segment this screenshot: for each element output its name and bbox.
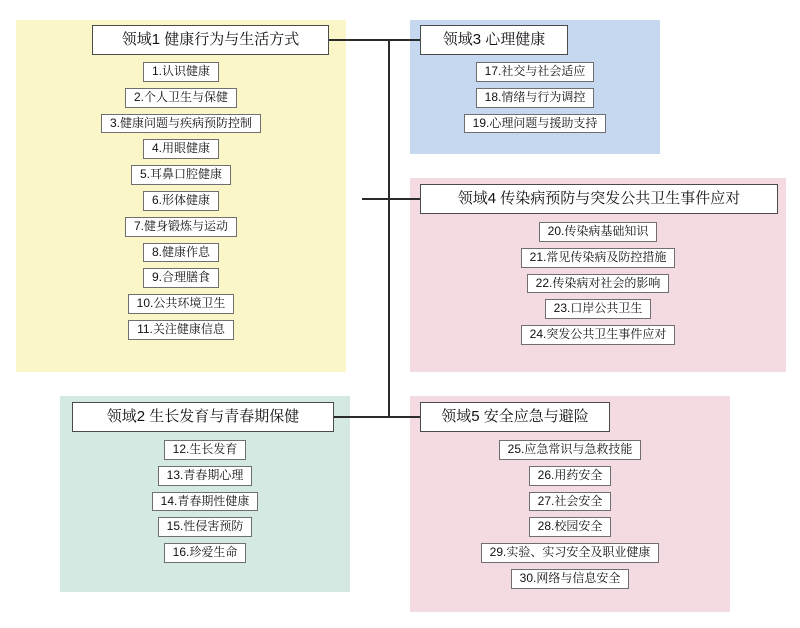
list-item[interactable]: 12.生长发育 [164,440,247,460]
list-item[interactable]: 13.青春期心理 [158,466,253,486]
list-item[interactable]: 15.性侵害预防 [158,517,253,537]
connector-vertical-trunk [388,40,390,418]
connector-trunk-to-domain5 [388,416,420,418]
list-item[interactable]: 23.口岸公共卫生 [545,299,652,319]
list-item[interactable]: 27.社会安全 [529,492,612,512]
list-item[interactable]: 20.传染病基础知识 [539,222,658,242]
item-list-domain5 [410,440,730,595]
list-item[interactable]: 9.合理膳食 [143,268,219,288]
list-item[interactable]: 2.个人卫生与保健 [125,88,237,108]
list-item[interactable]: 28.校园安全 [529,517,612,537]
list-item[interactable]: 29.实验、实习安全及职业健康 [481,543,660,563]
list-item[interactable]: 18.情绪与行为调控 [476,88,595,108]
list-item[interactable]: 4.用眼健康 [143,139,219,159]
list-item[interactable]: 11.关注健康信息 [128,320,234,340]
panel-title-domain1[interactable]: 领域1 健康行为与生活方式 [92,25,329,55]
list-item[interactable]: 5.耳鼻口腔健康 [131,165,231,185]
list-item[interactable]: 19.心理问题与援助支持 [464,114,607,134]
panel-title-domain4[interactable]: 领域4 传染病预防与突发公共卫生事件应对 [420,184,778,214]
list-item[interactable]: 7.健身锻炼与运动 [125,217,237,237]
list-item[interactable]: 14.青春期性健康 [152,492,259,512]
list-item[interactable]: 30.网络与信息安全 [511,569,630,589]
connector-trunk-to-domain4 [362,198,420,200]
panel-title-domain5[interactable]: 领域5 安全应急与避险 [420,402,610,432]
list-item[interactable]: 24.突发公共卫生事件应对 [521,325,676,345]
list-item[interactable]: 3.健康问题与疾病预防控制 [101,114,261,134]
item-list-domain2 [60,440,350,569]
list-item[interactable]: 8.健康作息 [143,243,219,263]
list-item[interactable]: 17.社交与社会适应 [476,62,595,82]
connector-domain2-to-trunk [334,416,390,418]
panel-title-domain2[interactable]: 领域2 生长发育与青春期保健 [72,402,334,432]
list-item[interactable]: 26.用药安全 [529,466,612,486]
item-list-domain1 [16,62,346,346]
list-item[interactable]: 6.形体健康 [143,191,219,211]
list-item[interactable]: 25.应急常识与急救技能 [499,440,642,460]
list-item[interactable]: 22.传染病对社会的影响 [527,274,670,294]
list-item[interactable]: 16.珍爱生命 [164,543,247,563]
item-list-domain3 [410,62,660,139]
list-item[interactable]: 1.认识健康 [143,62,219,82]
item-list-domain4 [410,222,786,351]
connector-domain1-to-trunk [329,39,389,41]
list-item[interactable]: 21.常见传染病及防控措施 [521,248,676,268]
panel-title-domain3[interactable]: 领域3 心理健康 [420,25,568,55]
list-item[interactable]: 10.公共环境卫生 [128,294,235,314]
connector-trunk-to-domain3 [388,39,420,41]
